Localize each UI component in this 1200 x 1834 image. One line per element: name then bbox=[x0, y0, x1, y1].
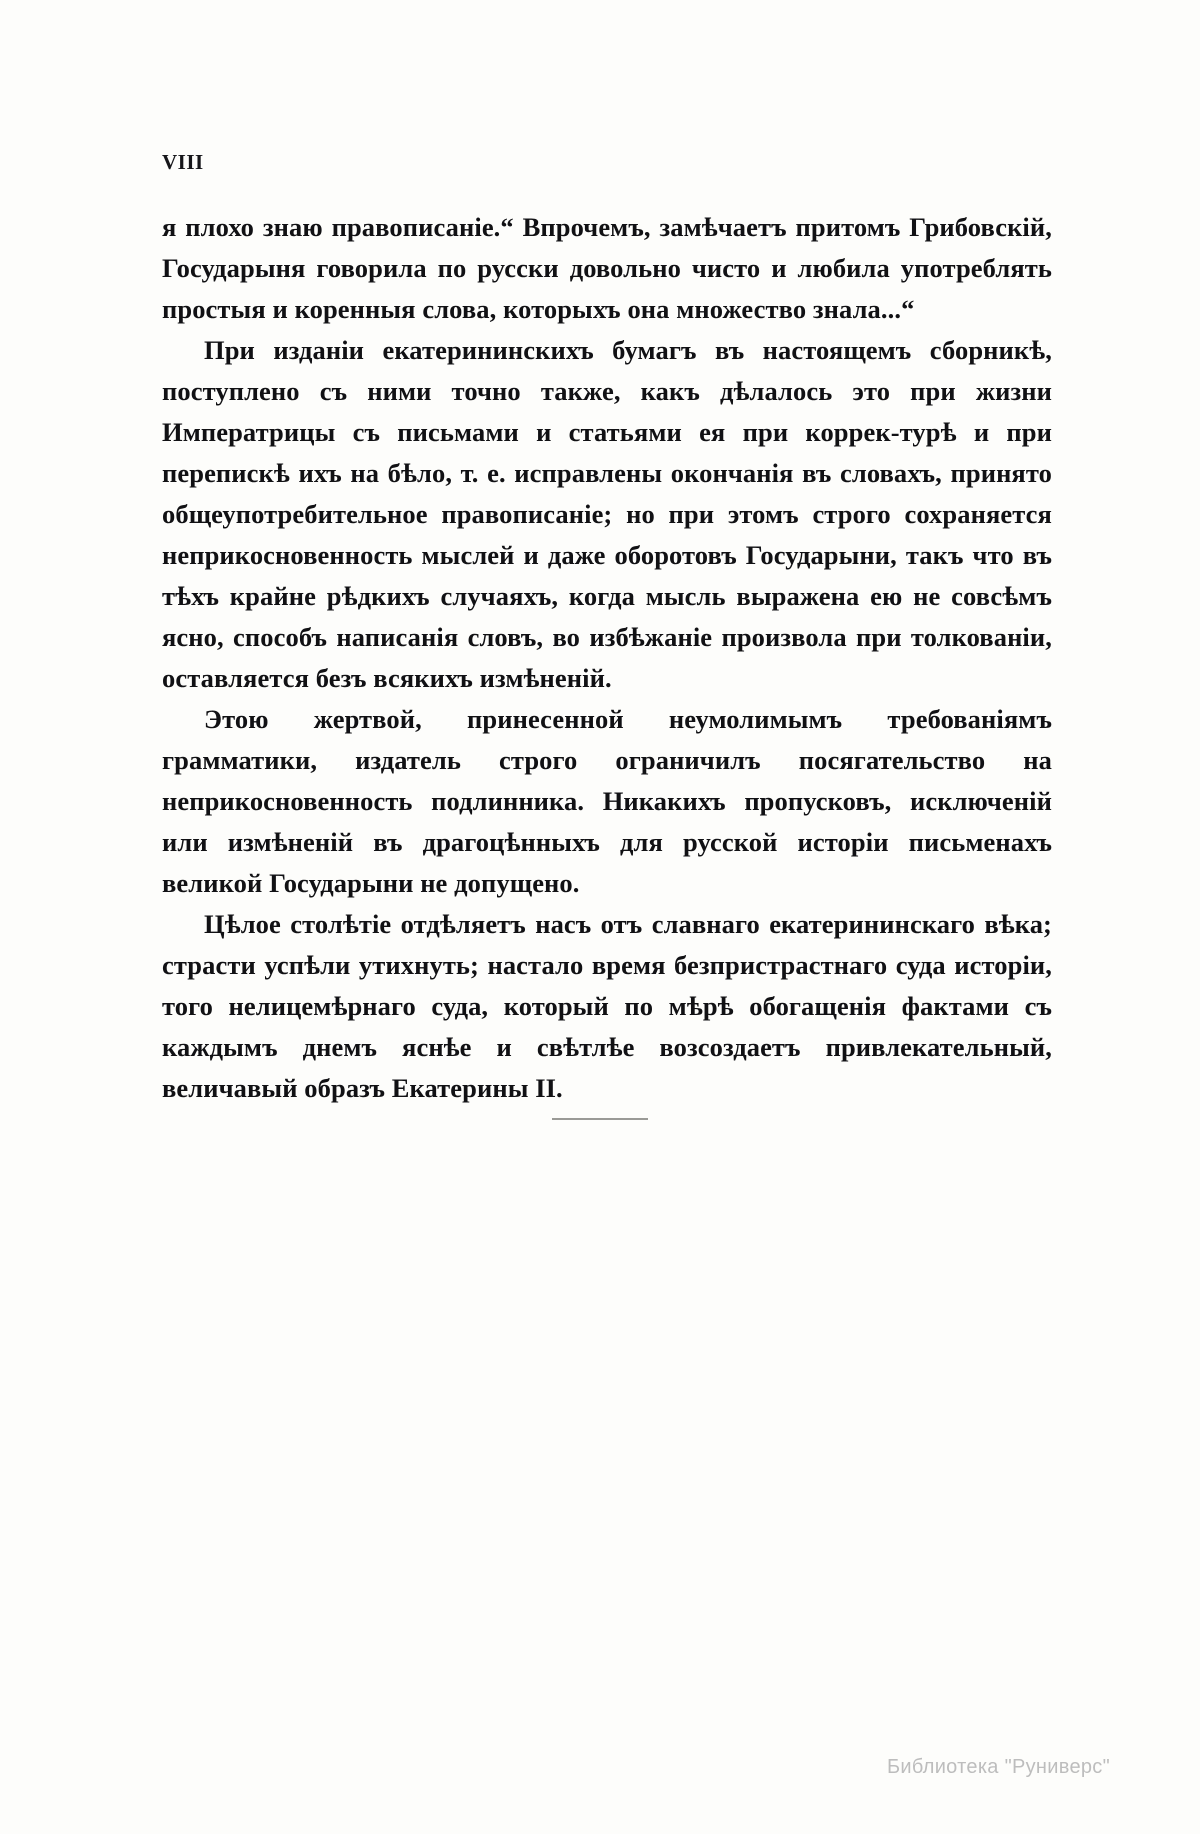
paragraph: я плохо знаю правописаніе.“ Впрочемъ, замѣчаетъ притомъ Грибовскій, Государыня говорила по русски довольно чисто и любила употреблять простыя и коренныя слова, которыхъ она множество знала...“ bbox=[162, 212, 1052, 324]
divider-line bbox=[552, 1118, 648, 1120]
section-divider bbox=[0, 1118, 1200, 1120]
paragraph: При изданіи екатерининскихъ бумагъ въ настоящемъ сборникѣ, поступлено съ ними точно также, какъ дѣлалось это при жизни Императрицы съ письмами и статьями ея при коррек-турѣ и при перепискѣ ихъ на бѣло, т. е. исправлены окончанія въ словахъ, принято общеупотребительное правописаніе; но при этомъ строго сохраняется неприкосновенность мыслей и даже оборотовъ Государыни, такъ что въ тѣхъ крайне рѣдкихъ случаяхъ, когда мысль выражена ею не совсѣмъ ясно, способъ написанія словъ, во избѣжаніе произвола при толкованіи, оставляется безъ всякихъ измѣненій. bbox=[162, 335, 1052, 693]
page-number: VIII bbox=[162, 150, 204, 174]
paragraph: Этою жертвой, принесенной неумолимымъ требованіямъ грамматики, издатель строго ограничилъ посягательство на неприкосновенность подлинника. Никакихъ пропусковъ, исключеній или измѣненій въ драгоцѣнныхъ для русской исторіи письменахъ великой Государыни не допущено. bbox=[162, 704, 1052, 898]
paragraph: Цѣлое столѣтіе отдѣляетъ насъ отъ славнаго екатерининскаго вѣка; страсти успѣли утихнуть; настало время безпристрастнаго суда исторіи, того нелицемѣрнаго суда, который по мѣрѣ обогащенія фактами съ каждымъ днемъ яснѣе и свѣтлѣе возсоздаетъ привлекательный, величавый образъ Екатерины II. bbox=[162, 909, 1052, 1103]
library-watermark: Библиотека "Руниверс" bbox=[886, 1756, 1110, 1778]
body-text bbox=[162, 207, 1052, 1109]
text-block bbox=[162, 150, 1052, 1109]
